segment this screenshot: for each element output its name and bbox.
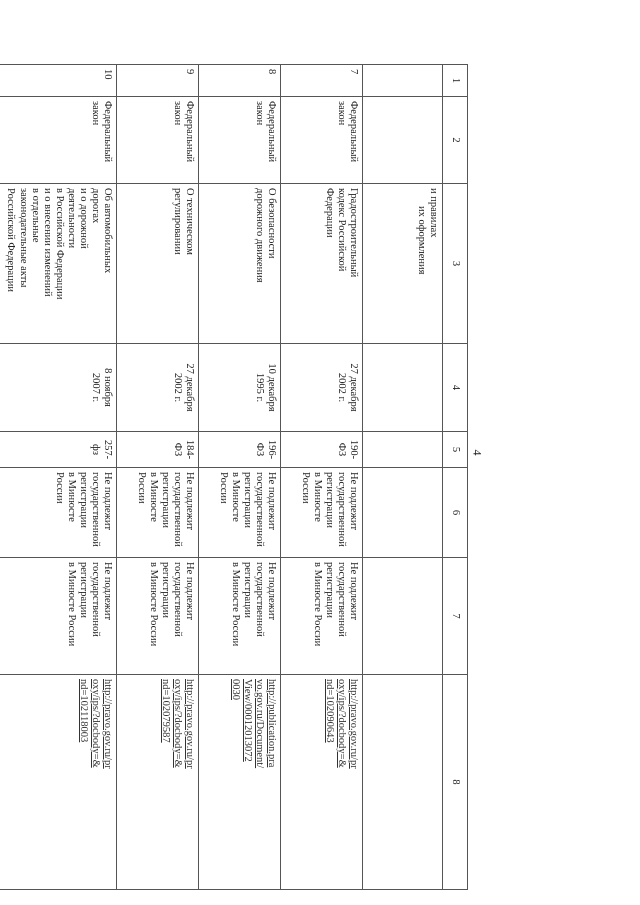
cell-text-line: Федеральный — [348, 101, 359, 163]
cell-text-line: ФЗ — [171, 442, 183, 457]
cell-text-line: регистрации — [77, 472, 89, 528]
cell-text-line: Федеральный — [184, 101, 195, 163]
column-number: 6 — [443, 468, 468, 558]
cell-text-line: 10 декабря — [266, 363, 277, 412]
cell-text-line: Федеральный — [102, 101, 113, 163]
document-type-cell — [0, 97, 117, 184]
cell-text-line: регистрации — [77, 562, 89, 618]
cell-text-line: Не подлежит — [102, 562, 113, 621]
column-number: 2 — [443, 97, 468, 184]
cell-text-line: Об автомобильных — [102, 188, 113, 274]
adoption-date-cell — [117, 344, 199, 432]
cell-text-line: 190- — [348, 439, 359, 460]
cell-text-line: Не подлежит — [348, 472, 359, 531]
cell-text-line: государственной — [171, 472, 183, 547]
document-title-cell — [0, 184, 117, 344]
registration-status-cell — [117, 468, 199, 558]
column-number: 8 — [443, 675, 468, 890]
cell-text-line: 27 декабря — [184, 363, 195, 412]
cell-text-line: Федеральный — [266, 101, 277, 163]
row-number-cell: 7 — [281, 65, 363, 97]
cell-text-line: регистрации — [241, 562, 253, 618]
adoption-date-cell — [0, 344, 117, 432]
cell-text-line: Не подлежит — [266, 472, 277, 531]
document-title-cell — [117, 184, 199, 344]
table-row — [117, 65, 199, 890]
source-link-line[interactable]: 0030 — [229, 679, 241, 700]
source-link-line[interactable]: http://publication.pra — [266, 679, 277, 768]
cell-text-line: в Минюсте — [229, 472, 241, 522]
continuation-row — [363, 65, 443, 890]
cell-text-line: регистрации — [159, 562, 171, 618]
cell-text-line: 2002 г. — [335, 372, 347, 403]
cell-text-line: регистрации — [241, 472, 253, 528]
table-cell — [363, 97, 443, 184]
cell-text-line: государственной — [89, 472, 101, 547]
cell-text-line: государственной — [253, 562, 265, 637]
cell-text-line: Градостроительный — [348, 188, 359, 278]
cell-text-line: государственной — [335, 472, 347, 547]
column-number: 3 — [443, 184, 468, 344]
document-title-cell — [199, 184, 281, 344]
column-number: 7 — [443, 558, 468, 675]
cell-text-line: Не подлежит — [184, 562, 195, 621]
cell-text-line: закон — [171, 101, 183, 126]
cell-text-line: Российской Федерации — [5, 188, 17, 292]
cell-text-line: ФЗ — [253, 442, 265, 457]
registration-note-cell — [117, 558, 199, 675]
row-number-cell: 8 — [199, 65, 281, 97]
cell-text-line: России — [217, 472, 229, 504]
source-link-line[interactable]: View/00012013072 — [241, 679, 253, 762]
registration-status-cell — [0, 468, 117, 558]
cell-text-line: 257-фз — [89, 439, 113, 460]
cell-text-line: 184- — [184, 439, 195, 460]
cell-text-line: и о дорожной — [77, 188, 89, 249]
cell-text-line: Не подлежит — [266, 562, 277, 621]
adoption-date-cell — [281, 344, 363, 432]
adoption-date-cell — [199, 344, 281, 432]
cell-text-line: кодекс Российской — [335, 188, 347, 272]
row-number-cell: 10 — [0, 65, 117, 97]
source-link-line[interactable]: oxy/ips/?docbody=& — [335, 679, 347, 768]
document-type-cell — [117, 97, 199, 184]
table-row — [0, 65, 117, 890]
table-row — [199, 65, 281, 890]
cell-text-line: регистрации — [323, 562, 335, 618]
document-title-cell — [281, 184, 363, 344]
cell-text-line: закон — [253, 101, 265, 126]
source-link-line[interactable]: nd=102118003 — [77, 679, 89, 743]
source-link-line[interactable]: http://pravo.gov.ru/pr — [102, 679, 113, 769]
document-type-cell — [199, 97, 281, 184]
cell-text-line: закон — [335, 101, 347, 126]
cell-text-line: России — [299, 472, 311, 504]
cell-text-line: государственной — [171, 562, 183, 637]
table-rotated-container — [5, 64, 468, 849]
cell-text-line: закон — [89, 101, 101, 126]
table-cell — [363, 675, 443, 890]
table-cell — [363, 468, 443, 558]
cell-text-line: и о внесении изменений — [41, 188, 53, 297]
row-number-cell: 9 — [117, 65, 199, 97]
continued-title-cell — [363, 184, 443, 344]
cell-text-line: О безопасности — [266, 188, 277, 259]
cell-text-line: законодательные акты — [17, 188, 29, 288]
column-number: 1 — [443, 65, 468, 97]
column-number: 4 — [443, 344, 468, 432]
cell-text-line: 27 декабря — [348, 363, 359, 412]
table-cell — [363, 432, 443, 468]
cell-text-line: России — [135, 472, 147, 504]
document-number-cell — [0, 432, 117, 468]
cell-text-line: в Минюсте России — [147, 562, 159, 647]
source-link-line[interactable]: oxy/ips/?docbody=& — [89, 679, 101, 768]
source-link-line[interactable]: oxy/ips/?docbody=& — [171, 679, 183, 768]
cell-text-line: О техническом — [184, 188, 195, 255]
source-link-line[interactable]: nd=102090643 — [323, 679, 335, 743]
cell-text-line: дорогах — [89, 188, 101, 224]
cell-text-line: Федерации — [323, 188, 335, 238]
document-type-cell — [281, 97, 363, 184]
table-cell — [363, 558, 443, 675]
document-sheet — [5, 64, 468, 849]
source-link-line[interactable]: http://pravo.gov.ru/pr — [348, 679, 359, 769]
cell-text-line: регистрации — [323, 472, 335, 528]
document-number-cell — [117, 432, 199, 468]
document-number-cell — [281, 432, 363, 468]
source-link-line[interactable]: http://pravo.gov.ru/pr — [184, 679, 195, 769]
cell-text-line: 2007 г. — [89, 372, 101, 403]
cell-text-line: ФЗ — [335, 442, 347, 457]
column-number-row — [443, 65, 468, 890]
cell-text-line: деятельности — [65, 188, 77, 249]
cell-text-line: государственной — [89, 562, 101, 637]
cell-text-line: регулировании — [171, 188, 183, 255]
cell-text-line: в Минюсте — [311, 472, 323, 522]
cell-text-line: в Минюсте России — [65, 562, 77, 647]
cell-text-line: в Минюсте — [147, 472, 159, 522]
title-line: и правилах — [428, 188, 439, 238]
column-number: 5 — [443, 432, 468, 468]
source-link-cell[interactable] — [117, 675, 199, 890]
cell-text-line: в отдельные — [29, 188, 41, 243]
title-line: их оформления — [415, 206, 427, 275]
cell-text-line: государственной — [253, 472, 265, 547]
source-link-cell[interactable] — [281, 675, 363, 890]
table-cell — [363, 65, 443, 97]
registration-status-cell — [199, 468, 281, 558]
cell-text-line: Не подлежит — [184, 472, 195, 531]
cell-text-line: 8 ноября — [102, 368, 113, 407]
registration-note-cell — [199, 558, 281, 675]
cell-text-line: государственной — [335, 562, 347, 637]
cell-text-line: в Российской Федерации — [53, 188, 65, 300]
page-number: 4 — [470, 449, 485, 456]
cell-text-line: 1995 г. — [253, 372, 265, 403]
cell-text-line: в Минюсте — [65, 472, 77, 522]
registration-note-cell — [0, 558, 117, 675]
regulations-table — [0, 64, 468, 890]
table-row — [281, 65, 363, 890]
cell-text-line: России — [53, 472, 65, 504]
source-link-cell[interactable] — [199, 675, 281, 890]
cell-text-line: дорожного движения — [253, 188, 265, 283]
cell-text-line: Не подлежит — [102, 472, 113, 531]
registration-note-cell — [281, 558, 363, 675]
cell-text-line: в Минюсте России — [229, 562, 241, 647]
cell-text-line: 2002 г. — [171, 372, 183, 403]
cell-text-line: в Минюсте России — [311, 562, 323, 647]
document-number-cell — [199, 432, 281, 468]
cell-text-line: Не подлежит — [348, 562, 359, 621]
source-link-line[interactable]: vo.gov.ru/Document/ — [253, 679, 265, 769]
cell-text-line: регистрации — [159, 472, 171, 528]
cell-text-line: 196- — [266, 439, 277, 460]
source-link-cell[interactable] — [0, 675, 117, 890]
table-cell — [363, 344, 443, 432]
registration-status-cell — [281, 468, 363, 558]
source-link-line[interactable]: nd=102079587 — [159, 679, 171, 743]
